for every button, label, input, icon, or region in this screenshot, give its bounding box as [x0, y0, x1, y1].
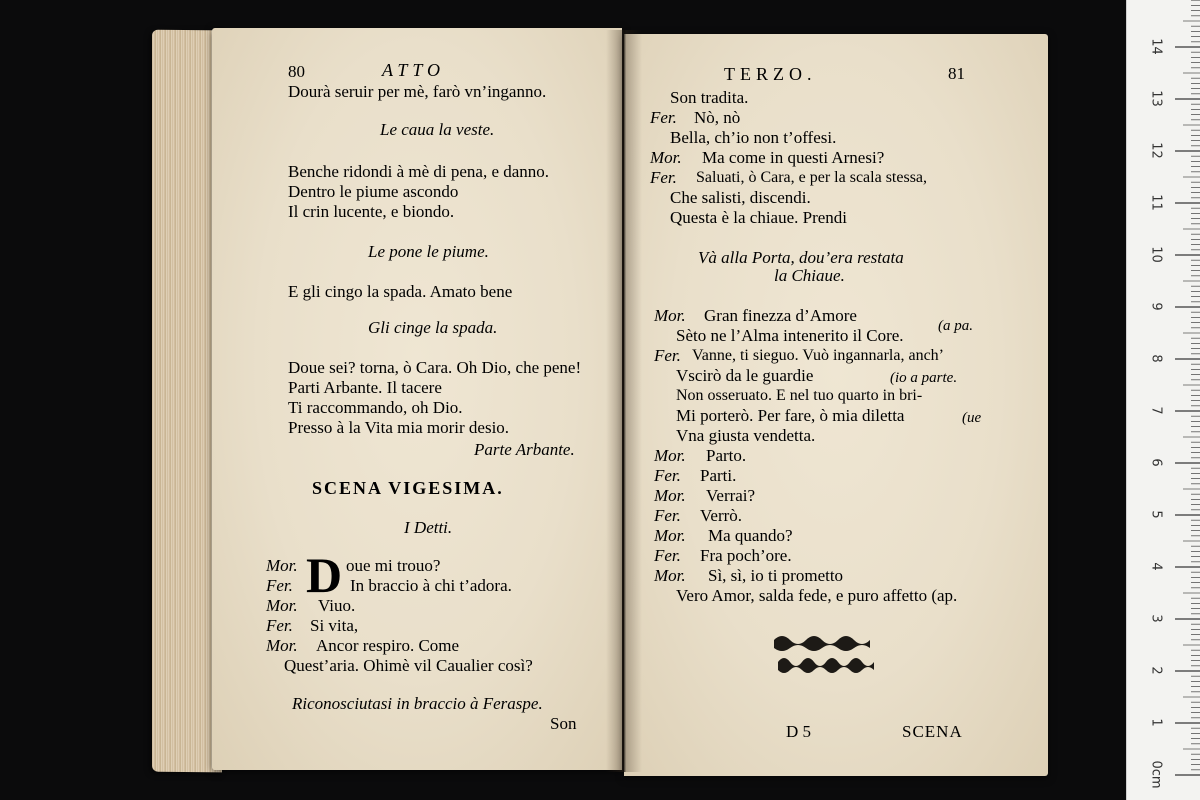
dialogue-text: Ancor respiro. Come — [316, 636, 460, 655]
speaker: Fer. — [266, 576, 293, 595]
text-line: Benche ridondi à mè di pena, e danno. — [288, 162, 550, 181]
text-line: Non osseruato. E nel tuo quarto in bri- — [676, 387, 923, 404]
text-line: E gli cingo la spada. Amato bene — [288, 282, 513, 301]
speaker: Fer. — [650, 108, 677, 127]
catchword: SCENA — [902, 722, 963, 741]
ruler-label: 0cm — [1148, 760, 1164, 789]
text-line: Presso à la Vita mia morir desio. — [288, 418, 510, 437]
text-line: Questa è la chiaue. Prendi — [670, 208, 848, 227]
speaker: Mor. — [654, 446, 686, 465]
left-running-head: ATTO — [382, 60, 446, 80]
speaker: Fer. — [654, 466, 681, 485]
dialogue-text: Vanne, ti sieguo. Vuò ingannarla, anch’ — [692, 347, 945, 364]
dialogue-text: Quest’aria. Ohimè vil Caualier così? — [284, 656, 533, 675]
scene-heading: SCENA VIGESIMA. — [312, 478, 504, 498]
ruler-label: 9 — [1148, 302, 1164, 311]
speaker: Mor. — [266, 596, 298, 615]
speaker: Mor. — [266, 636, 298, 655]
dialogue-text: Parti. — [700, 466, 737, 485]
printer-ornament — [770, 632, 882, 678]
speaker: Fer. — [654, 506, 681, 525]
ruler-label: 8 — [1148, 354, 1164, 363]
dialogue-text: Ma come in questi Arnesi? — [702, 148, 885, 167]
speaker: Fer. — [266, 616, 293, 635]
stage-direction: la Chiaue. — [774, 266, 845, 285]
text-line: Dourà seruir per mè, farò vn’inganno. — [288, 82, 547, 101]
margin-note: (a pa. — [938, 318, 973, 334]
text-line: Che salisti, discendi. — [670, 188, 811, 207]
text-line: Ti raccommando, oh Dio. — [288, 398, 463, 417]
speaker: Fer. — [654, 346, 681, 365]
speaker: Mor. — [654, 526, 686, 545]
ruler-label: 3 — [1148, 614, 1164, 623]
measuring-ruler — [1126, 0, 1200, 800]
dialogue-text: Ma quando? — [708, 526, 793, 545]
speaker: Mor. — [654, 566, 686, 585]
dialogue-text: Verrò. — [700, 506, 743, 525]
right-page-number: 81 — [948, 64, 965, 83]
dialogue-text: Verrai? — [706, 486, 756, 505]
text-line: Vna giusta vendetta. — [676, 426, 816, 445]
stage-direction: Riconosciutasi in braccio à Feraspe. — [292, 694, 543, 713]
ruler-label: 1 — [1148, 718, 1164, 727]
ruler-label: 13 — [1148, 90, 1164, 107]
speaker: Mor. — [650, 148, 682, 167]
left-page-number: 80 — [288, 62, 305, 81]
speaker: Mor. — [654, 486, 686, 505]
dialogue-text: Gran finezza d’Amore — [704, 306, 857, 325]
ruler-label: 7 — [1148, 406, 1164, 415]
text-line: Son tradita. — [670, 88, 749, 107]
stage-direction: Parte Arbante. — [474, 440, 575, 459]
dialogue-text: Si vita, — [310, 616, 359, 635]
margin-note: (io a parte. — [890, 370, 958, 386]
dialogue-text: Sì, sì, io ti prometto — [708, 566, 844, 585]
speaker: Fer. — [650, 168, 677, 187]
signature-mark: D 5 — [786, 722, 812, 741]
ruler-label: 4 — [1148, 562, 1164, 571]
dialogue-text: Fra poch’ore. — [700, 546, 792, 565]
ruler-label: 12 — [1148, 142, 1164, 159]
ruler-label: 14 — [1148, 38, 1164, 55]
text-line: Dentro le piume ascondo — [288, 182, 459, 201]
catchword: Son — [550, 714, 577, 733]
stage-direction: Le caua la veste. — [380, 120, 495, 139]
ruler-label: 11 — [1148, 194, 1164, 211]
text-line: Vero Amor, salda fede, e puro affetto (ap. — [676, 586, 958, 605]
text-line: Il crin lucente, e biondo. — [288, 202, 455, 221]
text-line: Doue sei? torna, ò Cara. Oh Dio, che pene! — [288, 358, 582, 377]
dialogue-text: Saluati, ò Cara, e per la scala stessa, — [696, 169, 928, 186]
dialogue-text: oue mi trouo? — [346, 556, 441, 575]
dialogue-text: In braccio à chi t’adora. — [350, 576, 512, 595]
stage-direction: Gli cinge la spada. — [368, 318, 498, 337]
speaker: Fer. — [654, 546, 681, 565]
stage-direction: Le pone le piume. — [368, 242, 489, 261]
right-running-head: TERZO. — [724, 64, 817, 84]
dialogue-text: Nò, nò — [694, 108, 741, 127]
stage-direction: Và alla Porta, dou’era restata — [698, 248, 904, 267]
text-line: Parti Arbante. Il tacere — [288, 378, 442, 397]
text-line: Bella, ch’io non t’offesi. — [670, 128, 837, 147]
ruler-label: 6 — [1148, 458, 1164, 467]
speaker: Mor. — [266, 556, 298, 575]
drop-capital: D — [306, 547, 343, 603]
dialogue-text: Viuo. — [318, 596, 356, 615]
dialogue-text: Parto. — [706, 446, 747, 465]
speaker: Mor. — [654, 306, 686, 325]
ruler-ticks — [1127, 0, 1200, 800]
ruler-label: 5 — [1148, 510, 1164, 519]
ruler-label: 2 — [1148, 666, 1164, 675]
ruler-label: 10 — [1148, 246, 1164, 263]
margin-note: (ue — [962, 410, 982, 426]
text-line: Mi porterò. Per fare, ò mia diletta — [676, 406, 905, 425]
text-line: Sèto ne l’Alma intenerito il Core. — [676, 326, 904, 345]
text-line: Vscirò da le guardie — [676, 366, 814, 385]
scene-cast: I Detti. — [404, 518, 453, 537]
